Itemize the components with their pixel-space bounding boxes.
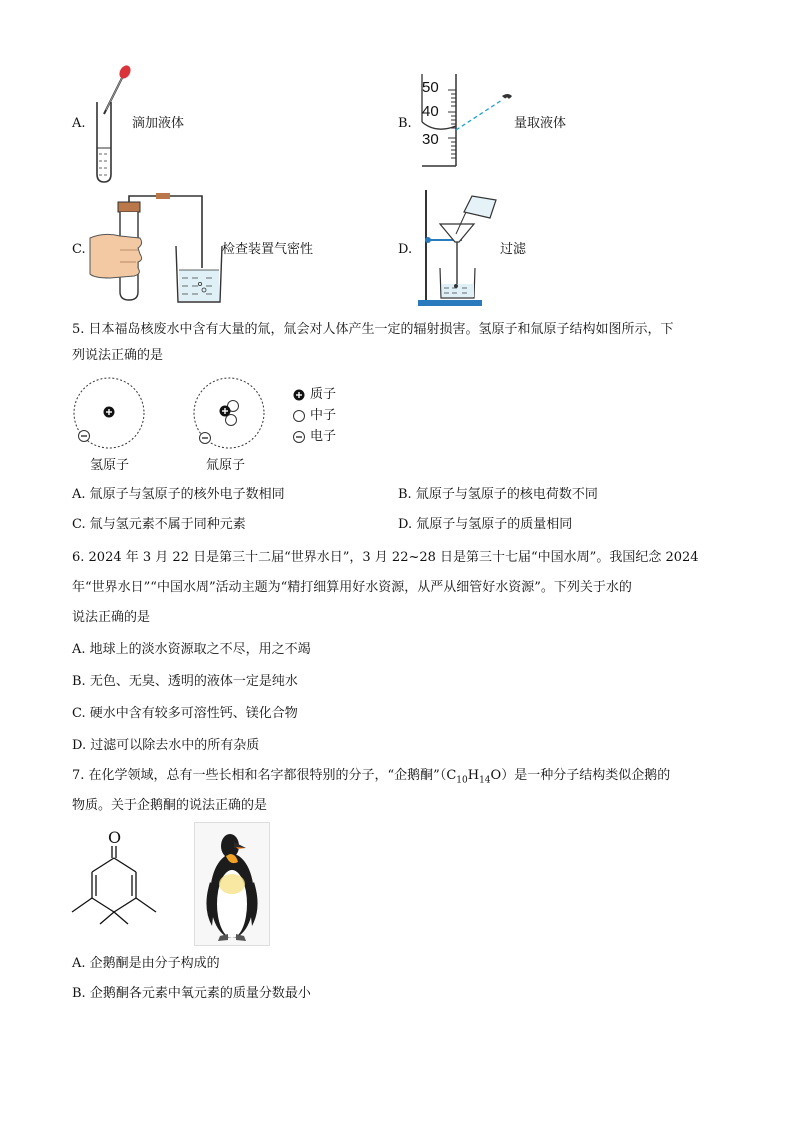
q7-stem-line1-start: 7. 在化学领域，总有一些长相和名字都很特别的分子，“企鹅酮”（ bbox=[72, 768, 447, 783]
formula-hydrogen-count: 14 bbox=[479, 775, 491, 786]
q7-option-a: A. 企鹅酮是由分子构成的 bbox=[72, 956, 220, 971]
q7-stem-line2: 物质。关于企鹅酮的说法正确的是 bbox=[72, 798, 268, 813]
penguin-image bbox=[194, 822, 270, 946]
q5-option-a: A. 氚原子与氢原子的核外电子数相同 bbox=[72, 487, 285, 502]
q6-stem-line3: 说法正确的是 bbox=[72, 610, 151, 625]
penguinone-structure-diagram bbox=[70, 846, 160, 926]
option-a-letter: A. bbox=[72, 116, 86, 131]
formula-oxygen: O bbox=[490, 768, 502, 783]
option-a-label: 滴加液体 bbox=[132, 116, 185, 131]
q6-option-a: A. 地球上的淡水资源取之不尽，用之不竭 bbox=[72, 642, 311, 657]
q7-stem-line1 bbox=[72, 768, 670, 789]
formula-carbon-count: 10 bbox=[456, 775, 468, 786]
electron-legend-icon bbox=[293, 431, 305, 443]
option-b-letter: B. bbox=[398, 116, 412, 131]
option-b-label: 量取液体 bbox=[514, 116, 567, 131]
neutron-legend-icon bbox=[293, 410, 305, 422]
cylinder-tick-40: 40 bbox=[422, 103, 439, 120]
q6-option-b: B. 无色、无臭、透明的液体一定是纯水 bbox=[72, 674, 298, 689]
q7-formula bbox=[446, 768, 502, 786]
option-d-letter: D. bbox=[398, 242, 413, 257]
option-c-letter: C. bbox=[72, 242, 86, 257]
q7-option-b: B. 企鹅酮各元素中氧元素的质量分数最小 bbox=[72, 986, 311, 1001]
option-d-label: 过滤 bbox=[500, 242, 527, 257]
q5-option-c: C. 氚与氢元素不属于同种元素 bbox=[72, 517, 246, 532]
hydrogen-atom-label: 氢原子 bbox=[90, 458, 130, 473]
q6-option-c: C. 硬水中含有较多可溶性钙、镁化合物 bbox=[72, 706, 298, 721]
q6-stem-line2: 年“世界水日”“中国水周”活动主题为“精打细算用好水资源，从严从细管好水资源”。下列关于水的 bbox=[72, 580, 632, 595]
proton-legend-icon bbox=[293, 389, 305, 401]
legend-electron-label: 电子 bbox=[310, 429, 337, 444]
oxygen-atom-label: O bbox=[108, 828, 122, 847]
tritium-atom-diagram bbox=[192, 378, 268, 450]
formula-hydrogen: H bbox=[467, 768, 480, 783]
hydrogen-atom-diagram bbox=[72, 378, 148, 450]
tritium-atom-label: 氚原子 bbox=[206, 458, 246, 473]
q5-stem-line1: 5. 日本福岛核废水中含有大量的氚，氚会对人体产生一定的辐射损害。氢原子和氚原子结构如图所示，下 bbox=[72, 322, 674, 337]
legend-neutron-label: 中子 bbox=[310, 408, 337, 423]
formula-carbon: C bbox=[446, 768, 457, 783]
q5-stem-line2: 列说法正确的是 bbox=[72, 348, 164, 363]
q6-stem-line1: 6. 2024 年 3 月 22 日是第三十二届“世界水日”，3 月 22~28 日是第三十七届“中国水周”。我国纪念 2024 bbox=[72, 550, 699, 565]
option-c-label: 检查装置气密性 bbox=[222, 242, 314, 257]
q7-stem-line1-end: ）是一种分子结构类似企鹅的 bbox=[501, 768, 671, 783]
q5-option-d: D. 氚原子与氢原子的质量相同 bbox=[398, 517, 573, 532]
cylinder-tick-30: 30 bbox=[422, 131, 439, 148]
legend-proton-label: 质子 bbox=[310, 387, 337, 402]
q5-option-b: B. 氚原子与氢原子的核电荷数不同 bbox=[398, 487, 598, 502]
q6-option-d: D. 过滤可以除去水中的所有杂质 bbox=[72, 738, 260, 753]
cylinder-tick-50: 50 bbox=[422, 79, 439, 96]
airtightness-check-figure bbox=[90, 194, 226, 306]
filtration-setup-figure bbox=[416, 188, 500, 310]
